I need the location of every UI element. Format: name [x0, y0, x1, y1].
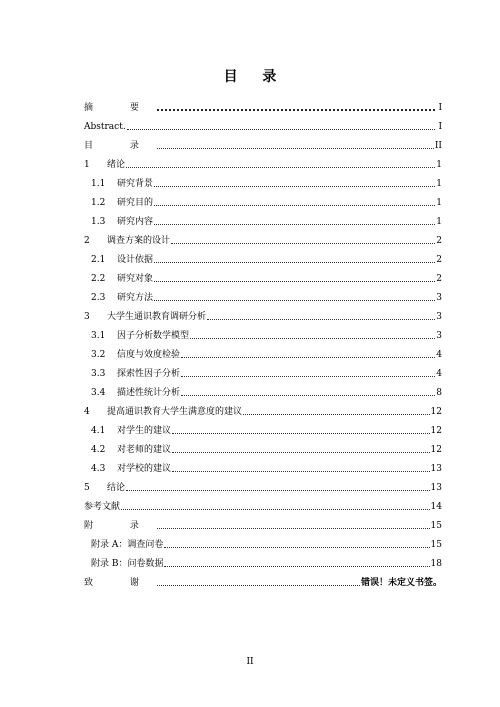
- toc-leader: [154, 185, 435, 187]
- toc-leader: [181, 375, 435, 377]
- toc-entry-label: 4.2 对老师的建议: [91, 445, 172, 455]
- toc-leader: [243, 413, 430, 415]
- toc-entry-appendix[interactable]: [84, 518, 442, 532]
- toc-entry-section-2-2[interactable]: [91, 271, 442, 285]
- toc-leader: [157, 108, 435, 111]
- table-of-contents: [84, 100, 442, 588]
- page-number-footer: II: [246, 657, 254, 667]
- toc-entry-chapter-3[interactable]: [84, 309, 442, 323]
- toc-entry-appendix-b[interactable]: [91, 556, 442, 570]
- toc-entry-label: 4.3 对学校的建议: [91, 464, 172, 474]
- toc-leader: [157, 147, 434, 149]
- toc-entry-chapter-1[interactable]: [84, 157, 442, 171]
- toc-leader: [154, 299, 435, 301]
- toc-entry-page: 15: [430, 540, 442, 550]
- toc-entry-label: 3 大学生通识教育调研分析: [84, 312, 207, 322]
- toc-entry-section-4-3[interactable]: [91, 461, 442, 475]
- toc-entry-page: 1: [436, 179, 442, 189]
- toc-leader: [157, 584, 360, 586]
- toc-entry-page: II: [434, 141, 442, 151]
- toc-leader: [190, 337, 435, 339]
- toc-entry-label: 2.1 设计依据: [91, 255, 154, 265]
- toc-entry-page: 15: [430, 521, 442, 531]
- toc-entry-label: 1 绪论: [84, 160, 126, 170]
- toc-entry-page: 13: [430, 464, 442, 474]
- toc-entry-page: 14: [430, 502, 442, 512]
- toc-entry-label: 3.1 因子分析数学模型: [91, 331, 190, 341]
- toc-entry-page: 8: [436, 388, 442, 398]
- toc-leader: [154, 261, 435, 263]
- toc-entry-section-3-4[interactable]: [91, 385, 442, 399]
- toc-entry-page: 1: [436, 217, 442, 227]
- toc-leader: [154, 223, 435, 225]
- toc-entry-section-3-1[interactable]: [91, 328, 442, 342]
- toc-entry-chapter-2[interactable]: [84, 233, 442, 247]
- toc-entry-contents[interactable]: [84, 138, 442, 152]
- toc-entry-chapter-4[interactable]: [84, 404, 442, 418]
- toc-entry-acknowledgements[interactable]: [84, 575, 442, 589]
- toc-entry-abstract-en[interactable]: [84, 119, 442, 133]
- toc-entry-label: 附录 A：调查问卷: [91, 540, 164, 550]
- toc-entry-page: 3: [436, 312, 442, 322]
- toc-entry-section-1-1[interactable]: [91, 176, 442, 190]
- toc-entry-page: 13: [430, 483, 442, 493]
- toc-entry-label: 1.3 研究内容: [91, 217, 154, 227]
- toc-entry-page: 3: [436, 293, 442, 303]
- toc-entry-label: 附录 B：问卷数据: [91, 559, 164, 569]
- toc-leader: [164, 546, 429, 548]
- toc-entry-label: 2.3 研究方法: [91, 293, 154, 303]
- toc-entry-label: Abstract.: [84, 122, 126, 132]
- toc-entry-section-3-2[interactable]: [91, 347, 442, 361]
- toc-entry-label: 目 录: [84, 141, 156, 151]
- toc-entry-label: 4.1 对学生的建议: [91, 426, 172, 436]
- toc-entry-page: 12: [430, 407, 442, 417]
- toc-entry-label: 参考文献: [84, 502, 121, 512]
- toc-entry-page: 12: [430, 426, 442, 436]
- toc-entry-section-1-2[interactable]: [91, 195, 442, 209]
- toc-entry-page: 3: [436, 331, 442, 341]
- toc-entry-references[interactable]: [84, 499, 442, 513]
- toc-leader: [154, 204, 435, 206]
- toc-entry-section-4-1[interactable]: [91, 423, 442, 437]
- toc-entry-bookmark-error: 错误！未定义书签。: [360, 578, 442, 588]
- toc-entry-label: 2 调查方案的设计: [84, 236, 171, 246]
- toc-entry-abstract-cn[interactable]: [84, 100, 442, 114]
- toc-entry-page: 2: [436, 255, 442, 265]
- toc-leader: [121, 508, 430, 510]
- toc-entry-section-2-1[interactable]: [91, 252, 442, 266]
- toc-leader: [126, 489, 430, 491]
- toc-leader: [157, 527, 430, 529]
- toc-entry-label: 4 提高通识教育大学生满意度的建议: [84, 407, 243, 417]
- toc-entry-chapter-5[interactable]: [84, 480, 442, 494]
- toc-entry-label: 5 结论: [84, 483, 126, 493]
- toc-entry-label: 摘 要: [84, 103, 156, 113]
- toc-entry-section-3-3[interactable]: [91, 366, 442, 380]
- toc-entry-page: 2: [436, 274, 442, 284]
- toc-entry-page: 1: [436, 160, 442, 170]
- toc-entry-label: 3.4 描述性统计分析: [91, 388, 181, 398]
- toc-entry-label: 2.2 研究对象: [91, 274, 154, 284]
- toc-leader: [127, 128, 435, 130]
- toc-entry-label: 致 谢: [84, 578, 156, 588]
- toc-entry-page: I: [438, 122, 442, 132]
- toc-entry-label: 3.3 探索性因子分析: [91, 369, 181, 379]
- toc-leader: [181, 394, 435, 396]
- toc-entry-label: 1.2 研究目的: [91, 198, 154, 208]
- toc-entry-page: 4: [436, 369, 442, 379]
- toc-entry-page: 2: [436, 236, 442, 246]
- toc-leader: [164, 565, 429, 567]
- toc-leader: [207, 318, 435, 320]
- toc-entry-page: 18: [430, 559, 442, 569]
- toc-entry-label: 1.1 研究背景: [91, 179, 154, 189]
- toc-entry-appendix-a[interactable]: [91, 537, 442, 551]
- toc-entry-section-2-3[interactable]: [91, 290, 442, 304]
- toc-entry-page: 1: [436, 198, 442, 208]
- toc-leader: [172, 470, 430, 472]
- toc-entry-page: 4: [436, 350, 442, 360]
- toc-leader: [172, 432, 430, 434]
- toc-leader: [154, 280, 435, 282]
- toc-entry-label: 附 录: [84, 521, 156, 531]
- toc-entry-label: 3.2 信度与效度检验: [91, 350, 181, 360]
- toc-entry-page: I: [438, 103, 442, 113]
- toc-entry-page: 12: [430, 445, 442, 455]
- toc-leader: [171, 242, 435, 244]
- toc-entry-section-4-2[interactable]: [91, 442, 442, 456]
- toc-entry-section-1-3[interactable]: [91, 214, 442, 228]
- toc-leader: [172, 451, 430, 453]
- toc-leader: [126, 166, 435, 168]
- toc-leader: [181, 356, 435, 358]
- page-title: 目 录: [223, 69, 287, 85]
